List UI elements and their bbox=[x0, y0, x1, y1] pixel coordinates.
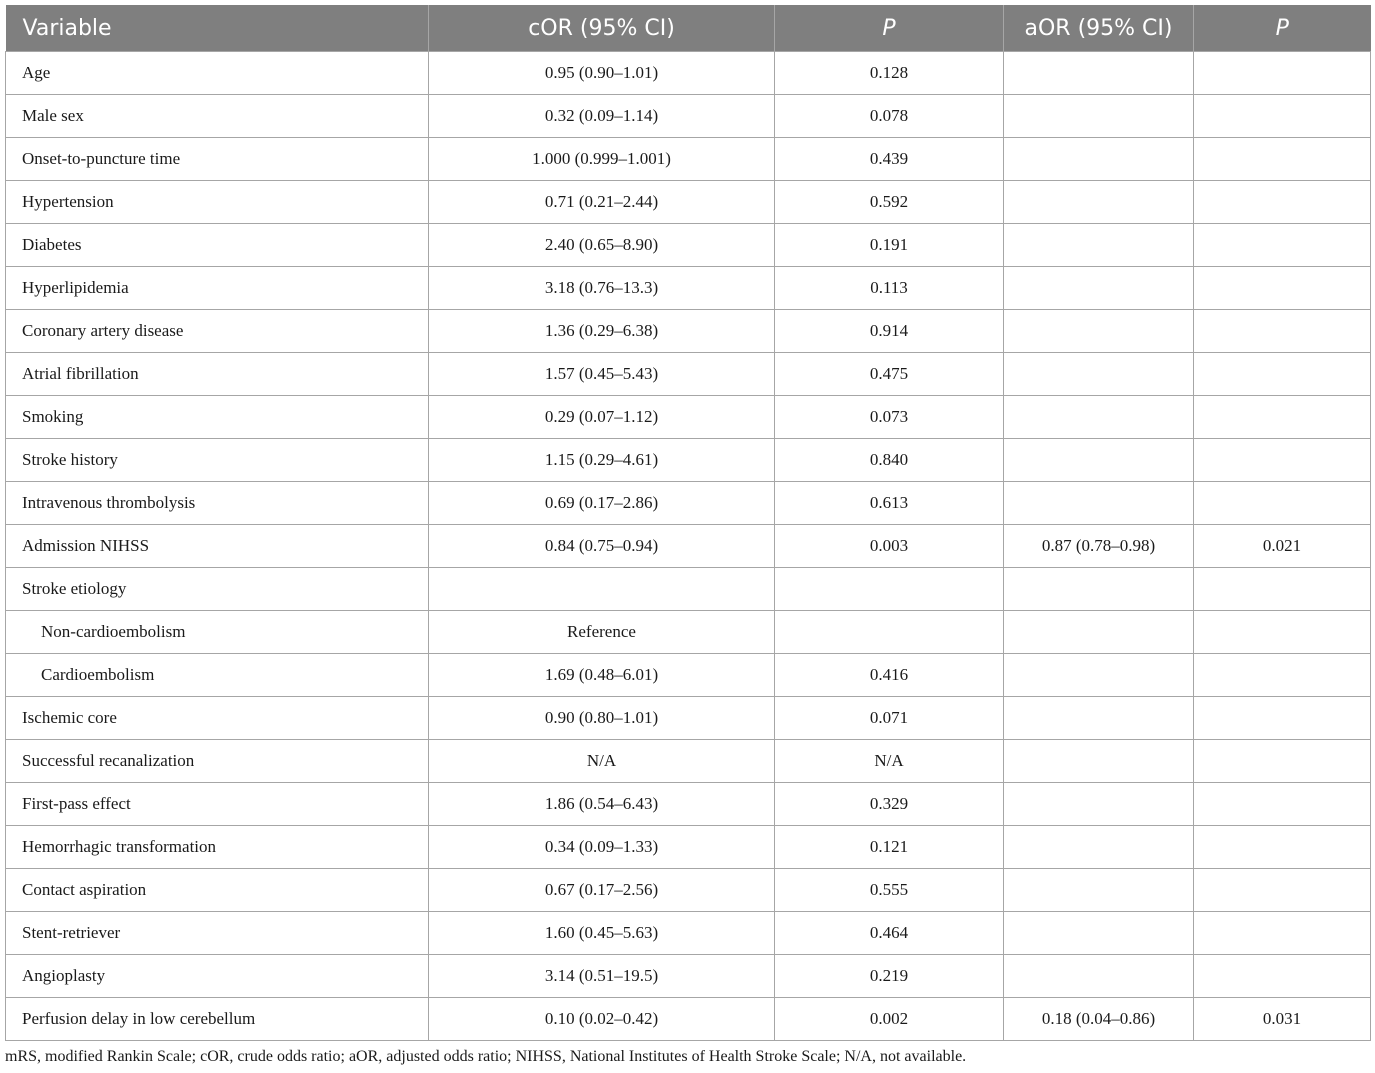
cell-p-crude: 0.329 bbox=[775, 783, 1004, 826]
odds-ratio-table bbox=[5, 5, 1371, 1041]
cell-p-crude: 0.592 bbox=[775, 181, 1004, 224]
cell-p-crude: 0.219 bbox=[775, 955, 1004, 998]
cell-aor bbox=[1004, 224, 1194, 267]
cell-p-adjusted bbox=[1194, 869, 1371, 912]
header-variable: Variable bbox=[6, 5, 429, 52]
cell-aor bbox=[1004, 95, 1194, 138]
cell-p-crude: 0.475 bbox=[775, 353, 1004, 396]
cell-p-crude: 0.073 bbox=[775, 396, 1004, 439]
cell-p-crude: 0.555 bbox=[775, 869, 1004, 912]
cell-variable: Hypertension bbox=[6, 181, 429, 224]
cell-p-crude: 0.191 bbox=[775, 224, 1004, 267]
cell-p-crude: 0.071 bbox=[775, 697, 1004, 740]
cell-cor: 0.29 (0.07–1.12) bbox=[429, 396, 775, 439]
cell-variable: Non-cardioembolism bbox=[6, 611, 429, 654]
cell-p-crude: 0.416 bbox=[775, 654, 1004, 697]
header-row bbox=[6, 5, 1371, 52]
cell-aor bbox=[1004, 353, 1194, 396]
cell-cor: 0.71 (0.21–2.44) bbox=[429, 181, 775, 224]
table-row bbox=[6, 310, 1371, 353]
cell-variable: Stroke history bbox=[6, 439, 429, 482]
cell-p-crude: 0.003 bbox=[775, 525, 1004, 568]
cell-aor bbox=[1004, 138, 1194, 181]
cell-p-crude: 0.113 bbox=[775, 267, 1004, 310]
cell-cor: 1.57 (0.45–5.43) bbox=[429, 353, 775, 396]
cell-variable: Admission NIHSS bbox=[6, 525, 429, 568]
cell-cor: 0.32 (0.09–1.14) bbox=[429, 95, 775, 138]
cell-p-adjusted bbox=[1194, 568, 1371, 611]
cell-cor bbox=[429, 568, 775, 611]
cell-cor: 2.40 (0.65–8.90) bbox=[429, 224, 775, 267]
table-row bbox=[6, 998, 1371, 1041]
cell-cor: 1.86 (0.54–6.43) bbox=[429, 783, 775, 826]
table-row bbox=[6, 396, 1371, 439]
cell-aor bbox=[1004, 740, 1194, 783]
cell-aor bbox=[1004, 310, 1194, 353]
cell-variable: Hemorrhagic transformation bbox=[6, 826, 429, 869]
cell-cor: 0.84 (0.75–0.94) bbox=[429, 525, 775, 568]
cell-aor bbox=[1004, 955, 1194, 998]
cell-p-crude bbox=[775, 611, 1004, 654]
table-row bbox=[6, 482, 1371, 525]
results-table-container bbox=[5, 5, 1370, 1041]
cell-cor: 1.36 (0.29–6.38) bbox=[429, 310, 775, 353]
table-row bbox=[6, 52, 1371, 95]
cell-variable: Atrial fibrillation bbox=[6, 353, 429, 396]
cell-p-crude: 0.439 bbox=[775, 138, 1004, 181]
cell-p-adjusted bbox=[1194, 267, 1371, 310]
cell-cor: 0.95 (0.90–1.01) bbox=[429, 52, 775, 95]
cell-p-adjusted bbox=[1194, 224, 1371, 267]
cell-p-adjusted bbox=[1194, 826, 1371, 869]
table-row bbox=[6, 826, 1371, 869]
table-row bbox=[6, 611, 1371, 654]
cell-variable: Intravenous thrombolysis bbox=[6, 482, 429, 525]
table-row bbox=[6, 267, 1371, 310]
table-row bbox=[6, 869, 1371, 912]
table-row bbox=[6, 224, 1371, 267]
header-p-crude: P bbox=[775, 5, 1004, 52]
cell-variable: Cardioembolism bbox=[6, 654, 429, 697]
table-row bbox=[6, 783, 1371, 826]
cell-p-adjusted bbox=[1194, 654, 1371, 697]
cell-cor: 0.34 (0.09–1.33) bbox=[429, 826, 775, 869]
cell-p-adjusted bbox=[1194, 52, 1371, 95]
table-body bbox=[6, 52, 1371, 1041]
cell-p-adjusted bbox=[1194, 138, 1371, 181]
cell-cor: 1.000 (0.999–1.001) bbox=[429, 138, 775, 181]
cell-variable: Male sex bbox=[6, 95, 429, 138]
cell-cor: 0.69 (0.17–2.86) bbox=[429, 482, 775, 525]
cell-aor bbox=[1004, 783, 1194, 826]
cell-aor bbox=[1004, 697, 1194, 740]
cell-aor bbox=[1004, 396, 1194, 439]
table-footnote: mRS, modified Rankin Scale; cOR, crude odds ratio; aOR, adjusted odds ratio; NIHSS, National Institutes of Health Stroke Scale; N/A, not available. bbox=[5, 1048, 967, 1065]
cell-aor bbox=[1004, 912, 1194, 955]
header-p-adjusted: P bbox=[1194, 5, 1371, 52]
header-aor: aOR (95% CI) bbox=[1004, 5, 1194, 52]
table-row bbox=[6, 95, 1371, 138]
cell-variable: Stroke etiology bbox=[6, 568, 429, 611]
cell-p-adjusted: 0.021 bbox=[1194, 525, 1371, 568]
cell-cor: 0.67 (0.17–2.56) bbox=[429, 869, 775, 912]
cell-p-adjusted bbox=[1194, 611, 1371, 654]
cell-p-crude: 0.613 bbox=[775, 482, 1004, 525]
table-row bbox=[6, 439, 1371, 482]
cell-variable: Age bbox=[6, 52, 429, 95]
cell-p-adjusted bbox=[1194, 181, 1371, 224]
cell-aor bbox=[1004, 52, 1194, 95]
header-cor: cOR (95% CI) bbox=[429, 5, 775, 52]
cell-variable: Onset-to-puncture time bbox=[6, 138, 429, 181]
cell-aor bbox=[1004, 568, 1194, 611]
table-row bbox=[6, 955, 1371, 998]
cell-cor: 3.18 (0.76–13.3) bbox=[429, 267, 775, 310]
cell-cor: N/A bbox=[429, 740, 775, 783]
cell-variable: Diabetes bbox=[6, 224, 429, 267]
cell-variable: Perfusion delay in low cerebellum bbox=[6, 998, 429, 1041]
cell-p-crude: 0.464 bbox=[775, 912, 1004, 955]
cell-variable: Angioplasty bbox=[6, 955, 429, 998]
cell-variable: Contact aspiration bbox=[6, 869, 429, 912]
cell-p-adjusted bbox=[1194, 310, 1371, 353]
table-row bbox=[6, 353, 1371, 396]
table-row bbox=[6, 525, 1371, 568]
table-row bbox=[6, 568, 1371, 611]
cell-p-adjusted bbox=[1194, 396, 1371, 439]
table-row bbox=[6, 740, 1371, 783]
cell-variable: Stent-retriever bbox=[6, 912, 429, 955]
cell-p-adjusted: 0.031 bbox=[1194, 998, 1371, 1041]
cell-cor: Reference bbox=[429, 611, 775, 654]
table-header bbox=[6, 5, 1371, 52]
cell-aor bbox=[1004, 826, 1194, 869]
cell-aor bbox=[1004, 439, 1194, 482]
cell-variable: First-pass effect bbox=[6, 783, 429, 826]
cell-p-crude: 0.078 bbox=[775, 95, 1004, 138]
cell-aor: 0.87 (0.78–0.98) bbox=[1004, 525, 1194, 568]
cell-p-adjusted bbox=[1194, 955, 1371, 998]
cell-cor: 3.14 (0.51–19.5) bbox=[429, 955, 775, 998]
table-row bbox=[6, 654, 1371, 697]
cell-aor bbox=[1004, 611, 1194, 654]
cell-cor: 0.90 (0.80–1.01) bbox=[429, 697, 775, 740]
cell-p-crude bbox=[775, 568, 1004, 611]
cell-p-adjusted bbox=[1194, 912, 1371, 955]
cell-cor: 1.69 (0.48–6.01) bbox=[429, 654, 775, 697]
cell-variable: Coronary artery disease bbox=[6, 310, 429, 353]
cell-p-adjusted bbox=[1194, 697, 1371, 740]
cell-variable: Hyperlipidemia bbox=[6, 267, 429, 310]
cell-p-adjusted bbox=[1194, 783, 1371, 826]
cell-p-adjusted bbox=[1194, 439, 1371, 482]
table-row bbox=[6, 912, 1371, 955]
cell-p-crude: 0.121 bbox=[775, 826, 1004, 869]
cell-variable: Smoking bbox=[6, 396, 429, 439]
cell-p-crude: 0.914 bbox=[775, 310, 1004, 353]
cell-p-adjusted bbox=[1194, 482, 1371, 525]
cell-aor bbox=[1004, 267, 1194, 310]
cell-aor: 0.18 (0.04–0.86) bbox=[1004, 998, 1194, 1041]
cell-p-adjusted bbox=[1194, 353, 1371, 396]
cell-variable: Ischemic core bbox=[6, 697, 429, 740]
cell-cor: 0.10 (0.02–0.42) bbox=[429, 998, 775, 1041]
cell-aor bbox=[1004, 482, 1194, 525]
cell-variable: Successful recanalization bbox=[6, 740, 429, 783]
cell-p-crude: N/A bbox=[775, 740, 1004, 783]
cell-p-crude: 0.840 bbox=[775, 439, 1004, 482]
cell-aor bbox=[1004, 654, 1194, 697]
cell-p-adjusted bbox=[1194, 740, 1371, 783]
cell-p-crude: 0.002 bbox=[775, 998, 1004, 1041]
table-row bbox=[6, 181, 1371, 224]
cell-cor: 1.60 (0.45–5.63) bbox=[429, 912, 775, 955]
cell-p-adjusted bbox=[1194, 95, 1371, 138]
table-row bbox=[6, 138, 1371, 181]
table-row bbox=[6, 697, 1371, 740]
cell-aor bbox=[1004, 181, 1194, 224]
cell-p-crude: 0.128 bbox=[775, 52, 1004, 95]
cell-cor: 1.15 (0.29–4.61) bbox=[429, 439, 775, 482]
cell-aor bbox=[1004, 869, 1194, 912]
